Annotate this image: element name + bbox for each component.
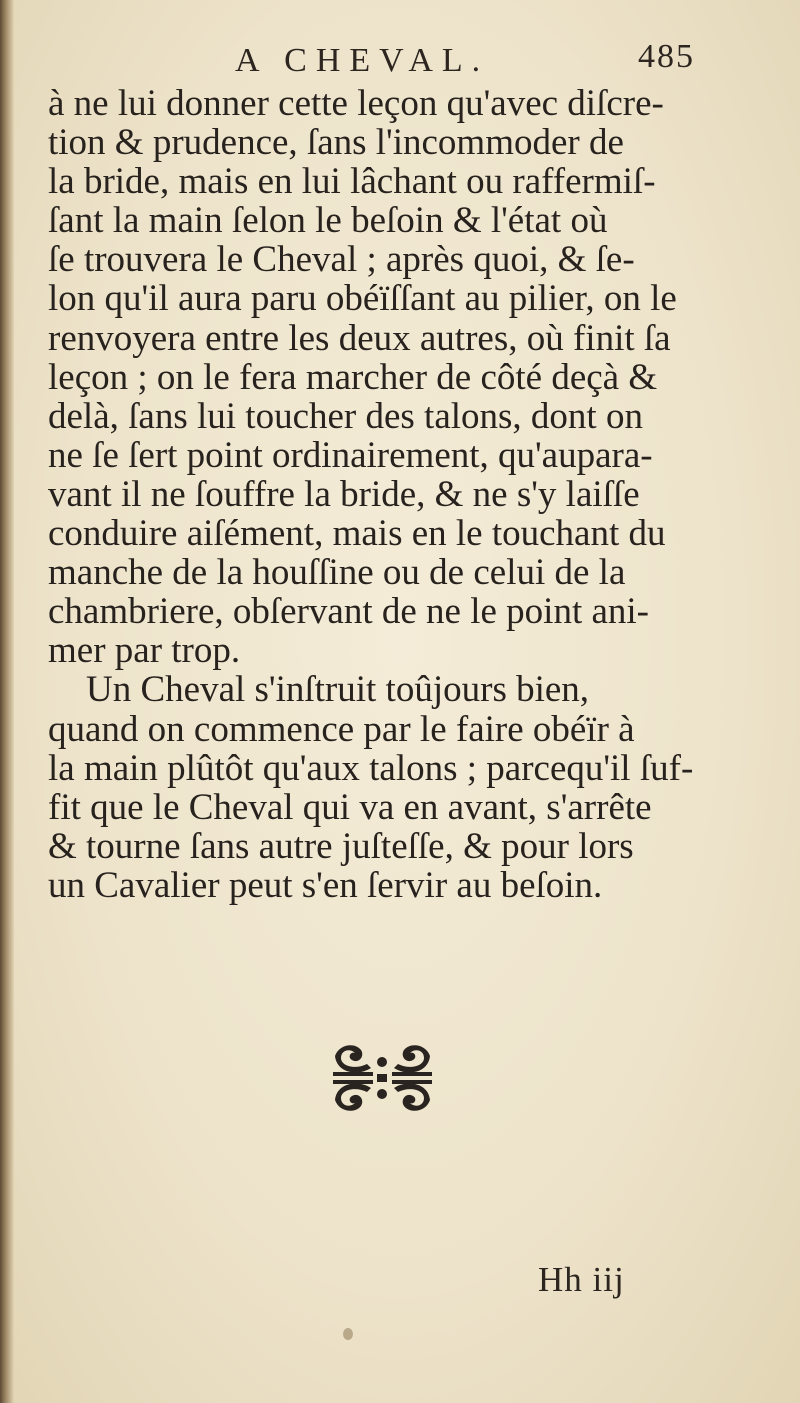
text-line: vant il ne ſouffre la bride, & ne s'y laiſſe	[48, 473, 640, 515]
text-line: la main plûtôt qu'aux talons ; parcequ'il ſuf-	[48, 747, 694, 789]
text-line: fit que le Cheval qui va en avant, s'arrête	[48, 786, 652, 828]
text-line: leçon ; on le fera marcher de côté deçà &	[48, 356, 658, 398]
text-line: lon qu'il aura paru obéïſſant au pilier, on le	[48, 278, 677, 320]
text-line: delà, ſans lui toucher des talons, dont on	[48, 395, 643, 437]
text-line: manche de la houſſine ou de celui de la	[48, 552, 626, 594]
signature-mark: Hh iij	[538, 1260, 625, 1299]
text-line: ſant la main ſelon le beſoin & l'état où	[48, 200, 608, 242]
text-line: la bride, mais en lui lâchant ou raffermiſ-	[48, 161, 656, 203]
text-line: conduire aiſément, mais en le touchant du	[48, 513, 666, 555]
text-line: à ne lui donner cette leçon qu'avec diſcre-	[48, 83, 664, 124]
paragraph-start-line: Un Cheval s'inſtruit toûjours bien,	[86, 669, 590, 711]
text-line: chambriere, obſervant de ne le point ani-	[48, 591, 649, 633]
page-number: 485	[638, 38, 695, 75]
text-line: tion & prudence, ſans l'incommoder de	[48, 122, 624, 164]
fleuron-ornament-icon	[325, 1038, 440, 1118]
binding-gutter	[0, 0, 14, 1403]
paper-speck	[343, 1328, 353, 1340]
text-line: quand on commence par le faire obéïr à	[48, 708, 635, 750]
text-line: ne ſe ſert point ordinairement, qu'aupara-	[48, 434, 653, 476]
text-line: ſe trouvera le Cheval ; après quoi, & ſe-	[48, 239, 635, 281]
text-line: mer par trop.	[48, 630, 241, 672]
running-title: A CHEVAL.	[235, 42, 490, 79]
page-header	[235, 38, 695, 88]
text-line: & tourne ſans autre juſteſſe, & pour lors	[48, 825, 634, 867]
body-text	[48, 84, 708, 905]
text-line: renvoyera entre les deux autres, où finit ſa	[48, 317, 671, 359]
text-line: un Cavalier peut s'en ſervir au beſoin.	[48, 864, 603, 906]
